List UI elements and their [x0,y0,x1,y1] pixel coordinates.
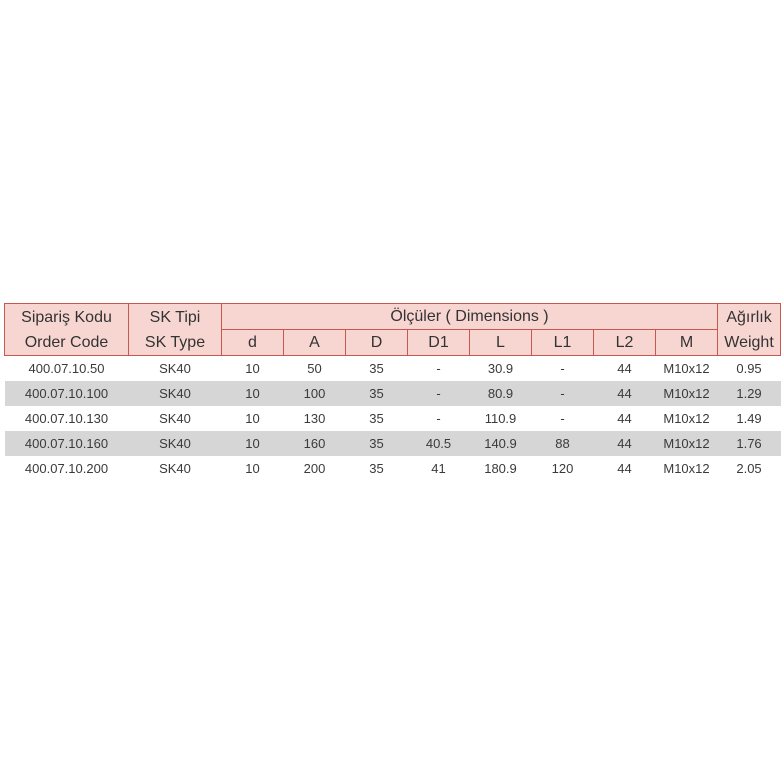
product-table-container [4,303,784,481]
header-dim-m: M [656,330,718,356]
cell-tail [781,406,784,431]
cell-d1: - [436,361,441,376]
header-dim-l1: L1 [532,330,594,356]
cell-code: 400.07.10.50 [28,361,105,376]
cell-type: SK40 [159,361,191,376]
header-sk-type-tr: SK Tipi [149,308,201,326]
cell-D: 35 [369,361,384,376]
cell-a: 160 [284,431,346,456]
cell-code: 400.07.10.100 [5,381,129,406]
header-weight-en: Weight [724,333,774,351]
table-row [5,431,784,456]
cell-D: 35 [369,411,384,426]
cell-tail [781,456,784,481]
cell-l: 30.9 [487,361,514,376]
cell-l2: 44 [617,461,632,476]
cell-D: 35 [346,381,408,406]
header-tail [781,304,784,356]
cell-D: 35 [369,461,384,476]
cell-weight: 1.29 [718,381,781,406]
cell-tail [781,431,784,456]
cell-d: 10 [222,431,284,456]
header-dim-d1: D1 [408,330,470,356]
cell-d1: 41 [431,461,446,476]
cell-m: M10x12 [663,361,710,376]
table-row [5,356,784,382]
cell-l1: - [560,411,565,426]
cell-type: SK40 [159,411,191,426]
header-dim-d: d [222,330,284,356]
cell-code: 400.07.10.130 [24,411,109,426]
cell-l1: 120 [551,461,574,476]
header-dimensions: Ölçüler ( Dimensions ) [222,304,718,330]
header-dim-D: D [346,330,408,356]
cell-tail [781,381,784,406]
cell-code: 400.07.10.200 [24,461,109,476]
header-sk-type-en: SK Type [144,333,206,351]
cell-d1: 40.5 [408,431,470,456]
product-dimensions-table [4,303,784,481]
cell-l1: - [532,381,594,406]
cell-type: SK40 [129,431,222,456]
cell-d1: - [436,411,441,426]
cell-l: 110.9 [484,411,517,426]
cell-a: 200 [303,461,326,476]
cell-code: 400.07.10.160 [5,431,129,456]
header-order-code-en: Order Code [24,333,109,351]
cell-l2: 44 [617,411,632,426]
cell-d1: - [408,381,470,406]
cell-l2: 44 [594,381,656,406]
cell-m: M10x12 [663,461,710,476]
header-sk-type [129,304,222,356]
cell-weight: 0.95 [736,361,762,376]
cell-a: 100 [284,381,346,406]
cell-l: 180.9 [484,461,517,476]
cell-type: SK40 [159,461,191,476]
cell-tail [781,356,784,382]
cell-m: M10x12 [656,431,718,456]
cell-l2: 44 [594,431,656,456]
cell-l: 140.9 [470,431,532,456]
table-row [5,456,784,481]
table-row [5,406,784,431]
cell-weight: 1.76 [718,431,781,456]
cell-weight: 2.05 [736,461,762,476]
header-order-code-tr: Sipariş Kodu [21,308,112,326]
header-dim-a: A [284,330,346,356]
cell-l1: - [560,361,565,376]
header-dim-l2: L2 [594,330,656,356]
header-weight [718,304,781,356]
cell-l: 80.9 [470,381,532,406]
cell-d: 10 [245,361,260,376]
cell-a: 130 [303,411,326,426]
cell-D: 35 [346,431,408,456]
header-weight-tr: Ağırlık [726,308,772,326]
cell-l2: 44 [617,361,632,376]
cell-d: 10 [245,461,260,476]
header-row-top [5,304,784,330]
cell-d: 10 [245,411,260,426]
header-dim-l: L [470,330,532,356]
cell-l1: 88 [532,431,594,456]
cell-type: SK40 [129,381,222,406]
header-order-code [5,304,129,356]
cell-a: 50 [307,361,322,376]
table-row [5,381,784,406]
cell-d: 10 [222,381,284,406]
cell-m: M10x12 [656,381,718,406]
cell-m: M10x12 [663,411,710,426]
cell-weight: 1.49 [736,411,762,426]
